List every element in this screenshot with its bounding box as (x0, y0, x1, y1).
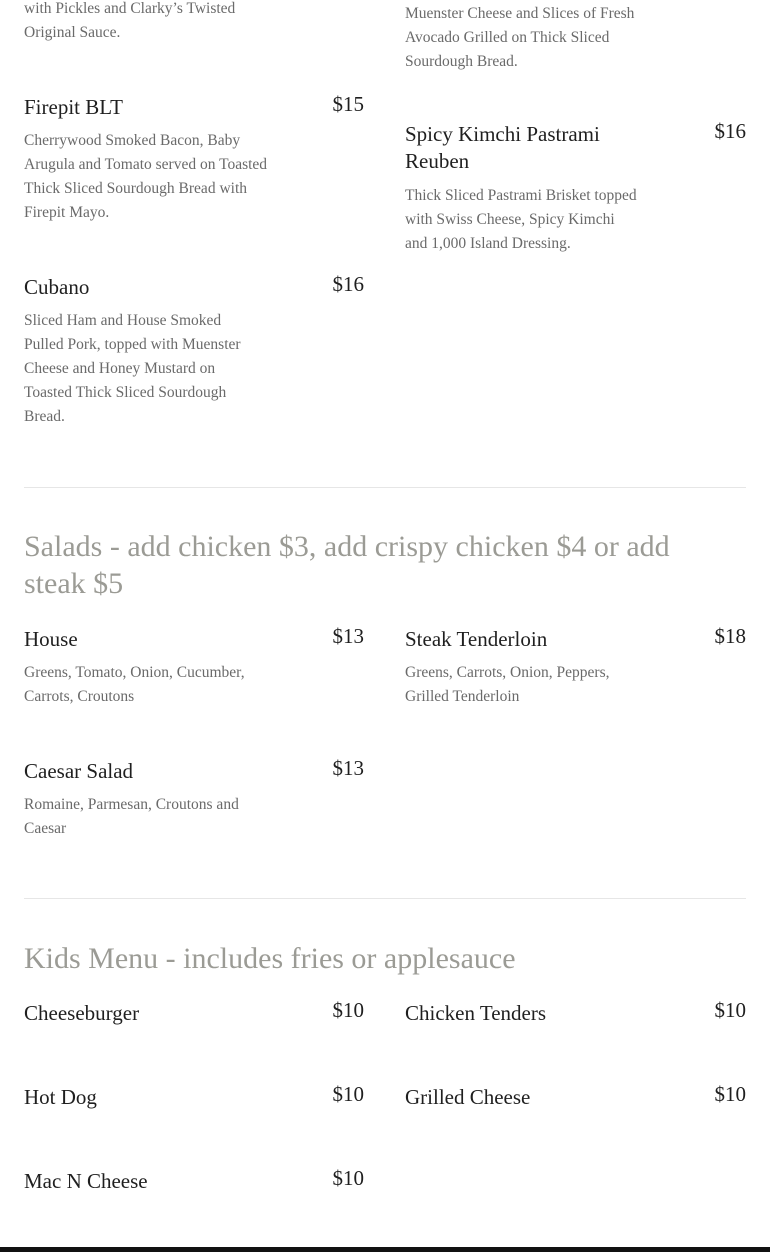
menu-item-name: Spicy Kimchi Pastrami Reuben (405, 122, 600, 173)
menu-item-description: Greens, Carrots, Onion, Peppers, Grilled Tenderloin (405, 664, 610, 705)
menu-item-price: $10 (714, 998, 746, 1022)
menu-item-description: Sliced Ham and House Smoked Pulled Pork, topped with Muenster Cheese and Honey Mustard on Toasted Thick Sliced Sourdough Bread. (24, 312, 241, 425)
menu-item-price: $18 (714, 624, 746, 648)
menu-item-name: Chicken Tenders (405, 1001, 547, 1025)
menu-item-price: $16 (714, 119, 746, 143)
menu-item-description: Thick Sliced Pastrami Brisket topped with Swiss Cheese, Spicy Kimchi and 1,000 Island Dressing. (405, 187, 637, 252)
menu-item-name: Caesar Salad (24, 759, 134, 783)
menu-item-price: $15 (332, 92, 364, 116)
menu-item-description: Muenster Cheese and Slices of Fresh Avocado Grilled on Thick Sliced Sourdough Bread. (405, 5, 635, 70)
footer-bar (0, 1247, 770, 1252)
menu-item-name: House (24, 627, 78, 651)
menu-item-price: $13 (332, 756, 364, 780)
section-divider (24, 487, 746, 488)
menu-item-price: $10 (332, 1082, 364, 1106)
menu-item-price: $16 (332, 272, 364, 296)
menu-item-description: Romaine, Parmesan, Croutons and Caesar (24, 796, 239, 837)
menu-item-price: $13 (332, 624, 364, 648)
section-title-salads: Salads - add chicken $3, add crispy chicken $4 or add steak $5 (24, 530, 670, 600)
menu-item-name: Steak Tenderloin (405, 627, 548, 651)
section-divider (24, 898, 746, 899)
menu-item-price: $10 (332, 1166, 364, 1190)
menu-item-description: Cherrywood Smoked Bacon, Baby Arugula and Tomato served on Toasted Thick Sliced Sourdough Bread with Firepit Mayo. (24, 132, 268, 221)
menu-item-name: Hot Dog (24, 1085, 97, 1109)
menu-item-name: Firepit BLT (24, 95, 123, 119)
menu-item-description: with Pickles and Clarky’s Twisted Original Sauce. (24, 0, 236, 41)
menu-item-description: Greens, Tomato, Onion, Cucumber, Carrots, Croutons (24, 664, 245, 705)
menu-item-price: $10 (332, 998, 364, 1022)
menu-item-name: Cheeseburger (24, 1001, 140, 1025)
menu-item-name: Grilled Cheese (405, 1085, 531, 1109)
section-title-kids: Kids Menu - includes fries or applesauce (24, 942, 516, 975)
menu-item-name: Mac N Cheese (24, 1169, 148, 1193)
menu-item-price: $10 (714, 1082, 746, 1106)
menu-item-name: Cubano (24, 275, 90, 299)
